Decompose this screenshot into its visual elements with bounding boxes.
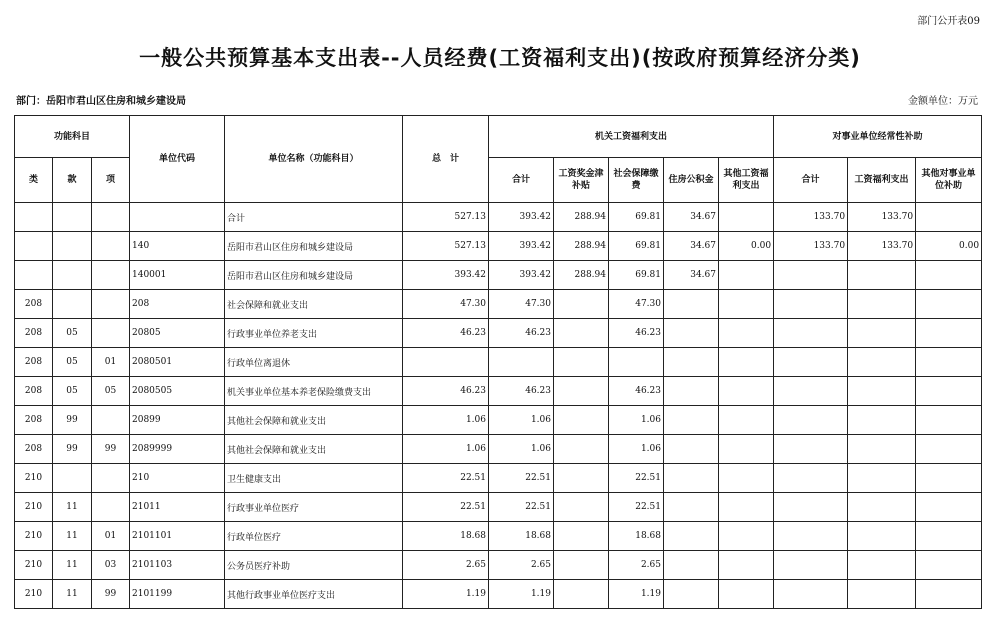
- header-lei: 类: [15, 158, 53, 203]
- cell-total: 22.51: [403, 493, 489, 522]
- cell-unit-name: 行政事业单位医疗: [225, 493, 403, 522]
- cell-housing: 34.67: [664, 261, 719, 290]
- cell-other-subsidy: [916, 290, 982, 319]
- cell-sum-agency: 393.42: [489, 261, 554, 290]
- cell-housing: [664, 348, 719, 377]
- cell-housing: [664, 551, 719, 580]
- cell-unit-code: 20805: [130, 319, 225, 348]
- cell-unit-name: 机关事业单位基本养老保险缴费支出: [225, 377, 403, 406]
- cell-other-wage: [719, 319, 774, 348]
- cell-xiang: 01: [92, 348, 130, 377]
- header-sum-subsidy: 合计: [774, 158, 848, 203]
- table-row: [15, 319, 982, 348]
- cell-other-wage: [719, 464, 774, 493]
- cell-other-wage: [719, 406, 774, 435]
- cell-sum-subsidy: [774, 406, 848, 435]
- header-sum-agency: 合计: [489, 158, 554, 203]
- cell-kuan: 11: [53, 551, 92, 580]
- cell-other-subsidy: [916, 493, 982, 522]
- cell-other-wage: [719, 493, 774, 522]
- cell-sum-agency: 22.51: [489, 464, 554, 493]
- cell-wage-welfare: [848, 261, 916, 290]
- cell-wage-welfare: [848, 377, 916, 406]
- cell-other-subsidy: [916, 377, 982, 406]
- cell-sum-subsidy: [774, 261, 848, 290]
- cell-other-subsidy: [916, 348, 982, 377]
- cell-wage: 288.94: [554, 203, 609, 232]
- cell-social: 69.81: [609, 261, 664, 290]
- budget-table: [14, 115, 982, 609]
- cell-other-wage: [719, 551, 774, 580]
- cell-sum-agency: 46.23: [489, 319, 554, 348]
- cell-unit-code: 140001: [130, 261, 225, 290]
- table-row: [15, 493, 982, 522]
- cell-total: [403, 348, 489, 377]
- cell-sum-subsidy: [774, 319, 848, 348]
- cell-unit-code: [130, 203, 225, 232]
- cell-total: 393.42: [403, 261, 489, 290]
- header-wage-welfare: 工资福利支出: [848, 158, 916, 203]
- cell-xiang: 01: [92, 522, 130, 551]
- cell-unit-name: 其他社会保障和就业支出: [225, 406, 403, 435]
- cell-housing: [664, 406, 719, 435]
- header-unit-code: 单位代码: [130, 116, 225, 203]
- cell-sum-subsidy: [774, 290, 848, 319]
- cell-sum-subsidy: [774, 522, 848, 551]
- cell-lei: 208: [15, 435, 53, 464]
- cell-lei: 208: [15, 319, 53, 348]
- cell-lei: 208: [15, 348, 53, 377]
- cell-wage-welfare: [848, 580, 916, 609]
- cell-wage: [554, 522, 609, 551]
- cell-kuan: 05: [53, 348, 92, 377]
- cell-total: 46.23: [403, 319, 489, 348]
- cell-kuan: 99: [53, 435, 92, 464]
- cell-xiang: [92, 319, 130, 348]
- cell-unit-code: 2080505: [130, 377, 225, 406]
- cell-kuan: 11: [53, 522, 92, 551]
- header-kuan: 款: [53, 158, 92, 203]
- table-row: [15, 580, 982, 609]
- cell-lei: 210: [15, 493, 53, 522]
- cell-xiang: [92, 406, 130, 435]
- cell-unit-name: 岳阳市君山区住房和城乡建设局: [225, 232, 403, 261]
- table-body: [15, 203, 982, 609]
- cell-xiang: [92, 232, 130, 261]
- cell-lei: [15, 261, 53, 290]
- cell-housing: [664, 319, 719, 348]
- cell-wage: [554, 377, 609, 406]
- cell-social: 47.30: [609, 290, 664, 319]
- cell-sum-agency: 1.19: [489, 580, 554, 609]
- cell-other-wage: [719, 290, 774, 319]
- cell-lei: 210: [15, 580, 53, 609]
- cell-kuan: [53, 232, 92, 261]
- cell-sum-agency: 2.65: [489, 551, 554, 580]
- cell-lei: 210: [15, 464, 53, 493]
- cell-other-wage: [719, 203, 774, 232]
- cell-unit-name: 其他行政事业单位医疗支出: [225, 580, 403, 609]
- header-unit-name: 单位名称（功能科目）: [225, 116, 403, 203]
- cell-wage-welfare: 133.70: [848, 232, 916, 261]
- header-social: 社会保障缴费: [609, 158, 664, 203]
- cell-total: 1.06: [403, 406, 489, 435]
- cell-unit-code: 140: [130, 232, 225, 261]
- cell-housing: [664, 290, 719, 319]
- cell-xiang: 99: [92, 435, 130, 464]
- cell-social: 18.68: [609, 522, 664, 551]
- cell-kuan: 05: [53, 377, 92, 406]
- cell-social: 46.23: [609, 377, 664, 406]
- cell-sum-subsidy: [774, 348, 848, 377]
- cell-kuan: 05: [53, 319, 92, 348]
- cell-sum-agency: 393.42: [489, 232, 554, 261]
- cell-other-wage: 0.00: [719, 232, 774, 261]
- cell-unit-name: 其他社会保障和就业支出: [225, 435, 403, 464]
- cell-unit-name: 行政单位离退休: [225, 348, 403, 377]
- table-row: [15, 203, 982, 232]
- header-housing: 住房公积金: [664, 158, 719, 203]
- cell-other-wage: [719, 348, 774, 377]
- header-xiang: 项: [92, 158, 130, 203]
- cell-housing: [664, 493, 719, 522]
- cell-total: 1.19: [403, 580, 489, 609]
- cell-social: [609, 348, 664, 377]
- cell-wage: [554, 551, 609, 580]
- cell-kuan: [53, 261, 92, 290]
- cell-wage: 288.94: [554, 261, 609, 290]
- cell-housing: 34.67: [664, 232, 719, 261]
- cell-total: 46.23: [403, 377, 489, 406]
- cell-other-subsidy: [916, 406, 982, 435]
- header-total: 总 计: [403, 116, 489, 203]
- cell-sum-subsidy: 133.70: [774, 203, 848, 232]
- cell-other-subsidy: [916, 203, 982, 232]
- cell-social: 22.51: [609, 493, 664, 522]
- cell-xiang: [92, 290, 130, 319]
- header-func-subject: 功能科目: [15, 116, 130, 158]
- cell-xiang: [92, 261, 130, 290]
- cell-wage-welfare: [848, 493, 916, 522]
- cell-sum-agency: 22.51: [489, 493, 554, 522]
- cell-total: 18.68: [403, 522, 489, 551]
- cell-other-wage: [719, 377, 774, 406]
- cell-total: 527.13: [403, 232, 489, 261]
- cell-wage-welfare: [848, 551, 916, 580]
- table-row: [15, 348, 982, 377]
- cell-sum-agency: 1.06: [489, 435, 554, 464]
- cell-kuan: [53, 290, 92, 319]
- cell-housing: [664, 464, 719, 493]
- cell-wage-welfare: 133.70: [848, 203, 916, 232]
- cell-wage: 288.94: [554, 232, 609, 261]
- cell-unit-code: 2101101: [130, 522, 225, 551]
- cell-unit-code: 2089999: [130, 435, 225, 464]
- cell-wage: [554, 348, 609, 377]
- cell-xiang: [92, 203, 130, 232]
- cell-wage: [554, 406, 609, 435]
- cell-wage-welfare: [848, 522, 916, 551]
- table-row: [15, 232, 982, 261]
- cell-wage: [554, 319, 609, 348]
- table-row: [15, 406, 982, 435]
- cell-unit-name: 行政事业单位养老支出: [225, 319, 403, 348]
- cell-wage-welfare: [848, 435, 916, 464]
- cell-kuan: 11: [53, 580, 92, 609]
- cell-total: 2.65: [403, 551, 489, 580]
- cell-xiang: 03: [92, 551, 130, 580]
- cell-unit-name: 公务员医疗补助: [225, 551, 403, 580]
- cell-wage: [554, 580, 609, 609]
- cell-housing: [664, 580, 719, 609]
- cell-other-subsidy: [916, 580, 982, 609]
- cell-wage-welfare: [848, 319, 916, 348]
- cell-other-wage: [719, 435, 774, 464]
- cell-xiang: [92, 493, 130, 522]
- cell-unit-code: 21011: [130, 493, 225, 522]
- cell-total: 527.13: [403, 203, 489, 232]
- cell-unit-name: 卫生健康支出: [225, 464, 403, 493]
- cell-sum-subsidy: [774, 464, 848, 493]
- cell-housing: [664, 435, 719, 464]
- cell-wage-welfare: [848, 290, 916, 319]
- cell-wage: [554, 464, 609, 493]
- cell-total: 1.06: [403, 435, 489, 464]
- cell-social: 2.65: [609, 551, 664, 580]
- header-wage: 工资奖金津补贴: [554, 158, 609, 203]
- cell-sum-subsidy: [774, 377, 848, 406]
- cell-unit-name: 岳阳市君山区住房和城乡建设局: [225, 261, 403, 290]
- cell-sum-subsidy: [774, 493, 848, 522]
- cell-total: 47.30: [403, 290, 489, 319]
- cell-other-subsidy: [916, 522, 982, 551]
- cell-kuan: [53, 203, 92, 232]
- cell-sum-agency: 1.06: [489, 406, 554, 435]
- cell-wage: [554, 435, 609, 464]
- cell-sum-subsidy: [774, 435, 848, 464]
- table-row: [15, 522, 982, 551]
- cell-social: 22.51: [609, 464, 664, 493]
- header-other-subsidy: 其他对事业单位补助: [916, 158, 982, 203]
- cell-kuan: 99: [53, 406, 92, 435]
- form-number: 部门公开表09: [917, 16, 980, 27]
- cell-other-subsidy: [916, 551, 982, 580]
- cell-sum-subsidy: 133.70: [774, 232, 848, 261]
- cell-social: 69.81: [609, 203, 664, 232]
- cell-social: 69.81: [609, 232, 664, 261]
- cell-xiang: 99: [92, 580, 130, 609]
- cell-lei: 208: [15, 290, 53, 319]
- cell-housing: [664, 377, 719, 406]
- cell-unit-code: 2101199: [130, 580, 225, 609]
- cell-sum-agency: 393.42: [489, 203, 554, 232]
- header-agency-group: 机关工资福利支出: [489, 116, 774, 158]
- cell-other-subsidy: [916, 261, 982, 290]
- table-row: [15, 435, 982, 464]
- cell-wage: [554, 290, 609, 319]
- cell-sum-agency: 47.30: [489, 290, 554, 319]
- table-row: [15, 261, 982, 290]
- cell-other-wage: [719, 261, 774, 290]
- cell-xiang: 05: [92, 377, 130, 406]
- cell-other-wage: [719, 522, 774, 551]
- cell-sum-subsidy: [774, 551, 848, 580]
- cell-wage-welfare: [848, 464, 916, 493]
- cell-wage: [554, 493, 609, 522]
- cell-unit-code: 208: [130, 290, 225, 319]
- cell-housing: [664, 522, 719, 551]
- cell-social: 1.06: [609, 435, 664, 464]
- cell-lei: 210: [15, 551, 53, 580]
- cell-other-subsidy: 0.00: [916, 232, 982, 261]
- cell-unit-name: 行政单位医疗: [225, 522, 403, 551]
- cell-sum-agency: 46.23: [489, 377, 554, 406]
- cell-kuan: 11: [53, 493, 92, 522]
- header-other-wage: 其他工资福利支出: [719, 158, 774, 203]
- cell-social: 1.19: [609, 580, 664, 609]
- cell-total: 22.51: [403, 464, 489, 493]
- table-row: [15, 464, 982, 493]
- cell-housing: 34.67: [664, 203, 719, 232]
- cell-kuan: [53, 464, 92, 493]
- cell-social: 46.23: [609, 319, 664, 348]
- page-title: 一般公共预算基本支出表--人员经费(工资福利支出)(按政府预算经济分类): [139, 46, 861, 70]
- table-row: [15, 377, 982, 406]
- cell-other-subsidy: [916, 464, 982, 493]
- cell-sum-subsidy: [774, 580, 848, 609]
- cell-sum-agency: [489, 348, 554, 377]
- department-label: 部门：岳阳市君山区住房和城乡建设局: [16, 96, 186, 107]
- cell-lei: [15, 203, 53, 232]
- cell-unit-name: 合计: [225, 203, 403, 232]
- cell-lei: [15, 232, 53, 261]
- cell-unit-code: 210: [130, 464, 225, 493]
- amount-unit-label: 金额单位：万元: [908, 96, 978, 107]
- cell-unit-code: 2080501: [130, 348, 225, 377]
- cell-wage-welfare: [848, 406, 916, 435]
- cell-other-subsidy: [916, 319, 982, 348]
- cell-social: 1.06: [609, 406, 664, 435]
- cell-other-subsidy: [916, 435, 982, 464]
- cell-xiang: [92, 464, 130, 493]
- table-row: [15, 551, 982, 580]
- cell-other-wage: [719, 580, 774, 609]
- cell-unit-code: 2101103: [130, 551, 225, 580]
- cell-lei: 210: [15, 522, 53, 551]
- cell-lei: 208: [15, 406, 53, 435]
- cell-sum-agency: 18.68: [489, 522, 554, 551]
- cell-unit-code: 20899: [130, 406, 225, 435]
- cell-wage-welfare: [848, 348, 916, 377]
- table-row: [15, 290, 982, 319]
- header-subsidy-group: 对事业单位经常性补助: [774, 116, 982, 158]
- cell-lei: 208: [15, 377, 53, 406]
- cell-unit-name: 社会保障和就业支出: [225, 290, 403, 319]
